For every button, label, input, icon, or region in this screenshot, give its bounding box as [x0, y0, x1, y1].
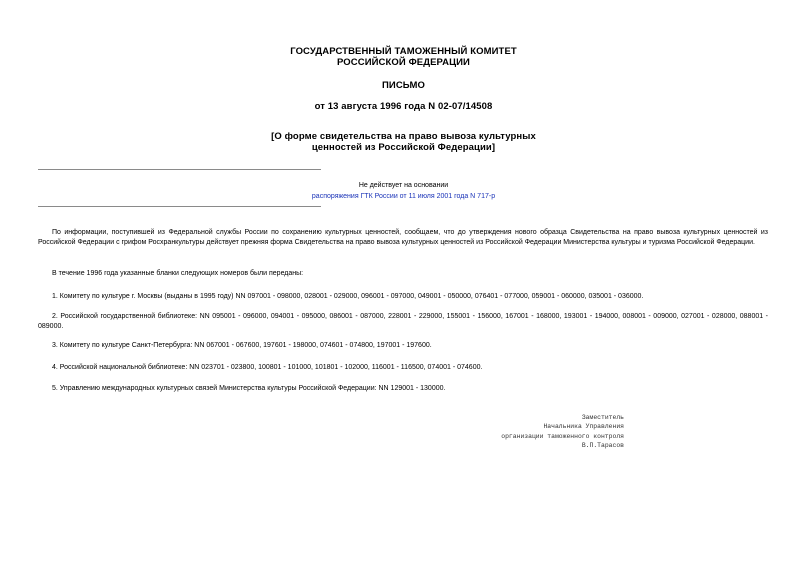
- document-subject: [0, 131, 807, 153]
- document-date: от 13 августа 1996 года N 02-07/14508: [314, 101, 493, 112]
- issuer-title: [0, 46, 807, 68]
- document-kind: ПИСЬМО: [381, 80, 425, 91]
- status-note: [0, 180, 807, 202]
- issuer-title-line1: ГОСУДАРСТВЕННЫЙ ТАМОЖЕННЫЙ КОМИТЕТ: [290, 46, 517, 57]
- divider-bottom: [38, 206, 321, 207]
- document-subject-line2: ценностей из Российской Федерации]: [311, 142, 496, 153]
- list-item: 1. Комитету по культуре г. Москвы (выданы в 1995 году) NN 097001 - 098000, 028001 - 029000, 096001 - 097000, 049001 - 050000, 076401 - 077000, 059001 - 060000, 035001 - 036000.: [52, 293, 644, 300]
- signature-position: Заместитель: [581, 414, 624, 421]
- lead-paragraph: В течение 1996 года указанные бланки следующих номеров были переданы:: [52, 270, 304, 277]
- divider-top: [38, 169, 321, 170]
- intro-paragraph: По информации, поступившей из Федеральной службы России по сохранению культурных ценностей, сообщаем, что до утверждения нового образца Свидетельства на право вывоза культурных ценностей из Российской Федерации с грифом Росхранкультуры действует прежняя форма Свидетельства на право вывоза культурных ценностей из Российской Федерации Министерства культуры и туризма Российской Федерации.: [38, 229, 768, 246]
- repeal-order-link[interactable]: распоряжения ГТК России от 11 июля 2001 года N 717-р: [311, 193, 496, 200]
- signature-division: организации таможенного контроля: [501, 432, 624, 440]
- list-item: 5. Управлению международных культурных связей Министерства культуры Российской Федерации: NN 129001 - 130000.: [52, 385, 446, 392]
- list-item: 4. Российской национальной библиотеке: NN 023701 - 023800, 100801 - 101000, 101801 - 102000, 116001 - 116500, 074001 - 074600.: [52, 364, 483, 371]
- signature-department: Начальника Управления: [543, 423, 624, 431]
- issuer-title-line2: РОССИЙСКОЙ ФЕДЕРАЦИИ: [336, 57, 470, 68]
- document-subject-line1: [О форме свидетельства на право вывоза культурных: [271, 131, 536, 142]
- list-item: 2. Российской государственной библиотеке: NN 095001 - 096000, 094001 - 095000, 086001 - 087000, 228001 - 229000, 155001 - 156000, 167001 - 168000, 193001 - 194000, 008001 - 009000, 027001 - 028000, 088001 - 089000.: [38, 313, 768, 330]
- list-item: 3. Комитету по культуре Санкт-Петербурга: NN 067001 - 067600, 197601 - 198000, 074601 - 074800, 197001 - 197600.: [52, 342, 432, 349]
- signature-block: [501, 413, 624, 451]
- signature-name: В.П.Тарасов: [581, 442, 624, 450]
- status-note-text: Не действует на основании: [358, 182, 449, 189]
